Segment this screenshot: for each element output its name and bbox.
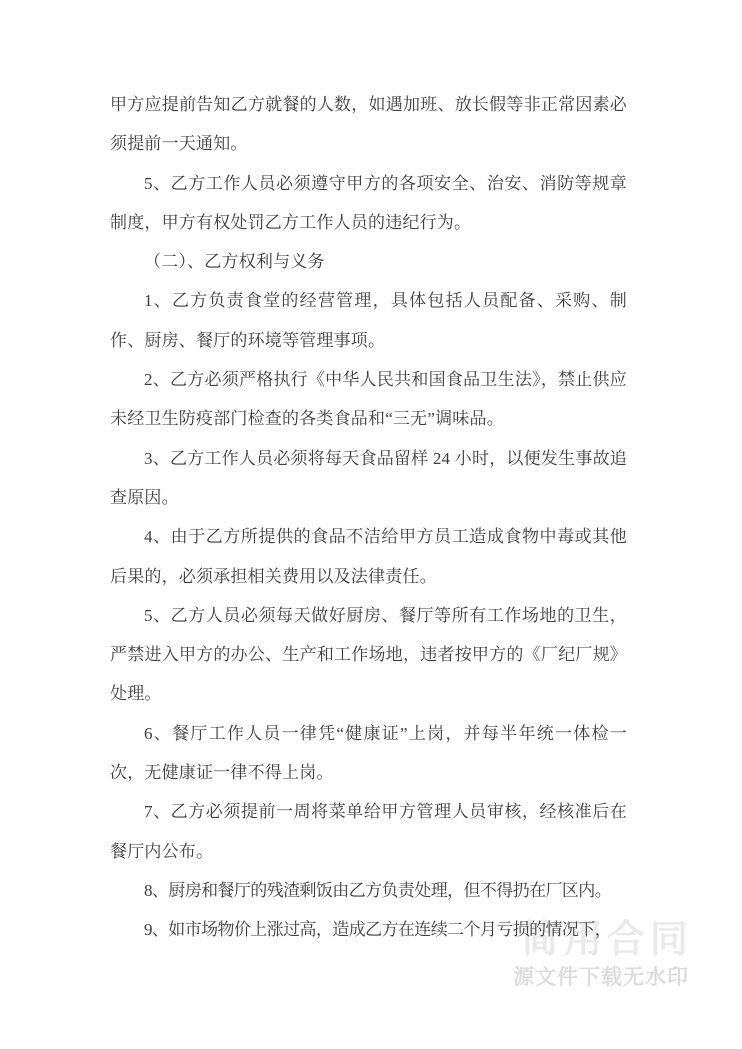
watermark-brand: 简用合同 bbox=[520, 919, 693, 961]
para-item-b2: 2、乙方必须严格执行《中华人民共和国食品卫生法》，禁止供应未经卫生防疫部门检查的各类食品和“三无”调味品。 bbox=[110, 370, 627, 429]
para-item-b4: 4、由于乙方所提供的食品不洁给甲方员工造成食物中毒或其他后果的，必须承担相关费用以及法律责任。 bbox=[110, 527, 627, 586]
para-item-b5: 5、乙方人员必须每天做好厨房、餐厅等所有工作场地的卫生，严禁进入甲方的办公、生产和工作场地，违者按甲方的《厂纪厂规》处理。 bbox=[110, 605, 627, 704]
para-item-a5: 5、乙方工作人员必须遵守甲方的各项安全、治安、消防等规章制度，甲方有权处罚乙方工作人员的违纪行为。 bbox=[110, 173, 627, 232]
para-item-b3: 3、乙方工作人员必须将每天食品留样 24 小时，以便发生事故追查原因。 bbox=[110, 448, 627, 507]
contract-body bbox=[110, 85, 627, 950]
para-item-b1: 1、乙方负责食堂的经营管理，具体包括人员配备、采购、制作、厨房、餐厅的环境等管理事项。 bbox=[110, 291, 627, 350]
para-item-b8: 8、厨房和餐厅的残渣剩饭由乙方负责处理，但不得扔在厂区内。 bbox=[144, 880, 612, 900]
para-continuation: 甲方应提前告知乙方就餐的人数，如遇加班、放长假等非正常因素必须提前一天通知。 bbox=[110, 95, 627, 154]
para-item-b6: 6、餐厅工作人员一律凭“健康证”上岗，并每半年统一体检一次，无健康证一律不得上岗。 bbox=[110, 723, 627, 783]
para-item-b9: 9、如市场物价上涨过高，造成乙方在连续二个月亏损的情况下， bbox=[144, 920, 612, 940]
watermark-tagline: 源文件下载无水印 bbox=[513, 965, 689, 989]
section-heading-party-b: （二）、乙方权利与义务 bbox=[144, 252, 325, 272]
para-item-b7: 7、乙方必须提前一周将菜单给甲方管理人员审核，经核准后在餐厅内公布。 bbox=[110, 802, 627, 861]
